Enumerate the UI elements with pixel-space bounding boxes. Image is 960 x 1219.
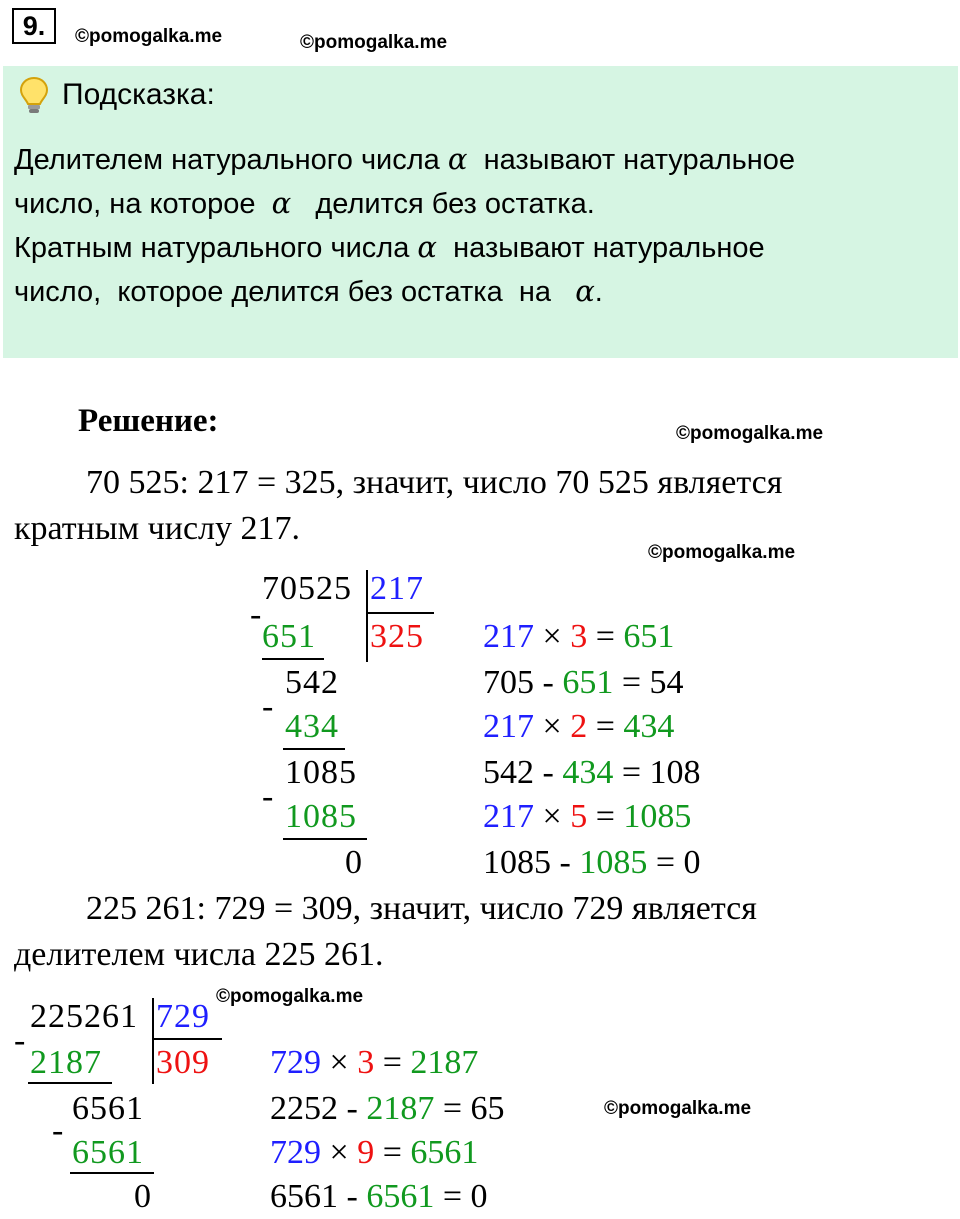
watermark: ©pomogalka.me [676, 423, 824, 444]
minus-sign: - [14, 1022, 27, 1059]
minus-sign: - [262, 688, 275, 725]
solution-title: Решение: [78, 403, 219, 439]
step-remainder: 0 [134, 1178, 152, 1215]
step-underline [283, 838, 367, 840]
hint-line: число, на которое 𝛼 делится без остатка. [14, 186, 595, 220]
check-line: 729 × 9 = 6561 [270, 1134, 479, 1171]
hint-line: число, которое делится без остатка на 𝛼. [14, 274, 603, 308]
step-remainder: 0 [345, 844, 363, 881]
check-line: 1085 - 1085 = 0 [483, 844, 701, 881]
check-line: 217 × 5 = 1085 [483, 798, 692, 835]
dividend-1: 70525 [262, 570, 352, 607]
step-subtrahend: 2187 [30, 1044, 102, 1081]
watermark: ©pomogalka.me [75, 26, 223, 47]
step-subtrahend: 1085 [285, 798, 357, 835]
quotient-line [368, 612, 434, 614]
divisor-2: 729 [156, 998, 210, 1035]
watermark: ©pomogalka.me [604, 1098, 752, 1119]
dividend-2: 225261 [30, 998, 138, 1035]
step-remainder: 1085 [285, 754, 357, 791]
check-line: 217 × 2 = 434 [483, 708, 675, 745]
check-line: 2252 - 2187 = 65 [270, 1090, 505, 1127]
check-line: 217 × 3 = 651 [483, 618, 675, 655]
hint-title: Подсказка: [62, 78, 215, 111]
quotient-line [154, 1038, 222, 1040]
step-subtrahend: 434 [285, 708, 339, 745]
hint-line: Делителем натурального числа 𝛼 называют натуральное [14, 142, 796, 176]
quotient-2: 309 [156, 1044, 210, 1081]
watermark: ©pomogalka.me [216, 986, 364, 1007]
check-line: 542 - 434 = 108 [483, 754, 701, 791]
step-remainder: 6561 [72, 1090, 144, 1127]
check-line: 705 - 651 = 54 [483, 664, 684, 701]
step-underline [28, 1082, 112, 1084]
solution-paragraph-2-line-1: 225 261: 729 = 309, значит, число 729 является [86, 890, 757, 927]
step-subtrahend: 6561 [72, 1134, 144, 1171]
hint-line: Кратным натурального числа 𝛼 называют натуральное [14, 230, 765, 264]
division-bar [366, 570, 368, 662]
check-line: 729 × 3 = 2187 [270, 1044, 479, 1081]
step-subtrahend: 651 [262, 618, 316, 655]
minus-sign: - [52, 1112, 65, 1149]
solution-paragraph-2-line-2: делителем числа 225 261. [14, 936, 384, 973]
minus-sign: - [250, 596, 263, 633]
divisor-1: 217 [370, 570, 424, 607]
step-underline [283, 748, 345, 750]
watermark: ©pomogalka.me [648, 542, 796, 563]
solution-paragraph-1-line-1: 70 525: 217 = 325, значит, число 70 525 является [86, 464, 783, 501]
step-remainder: 542 [285, 664, 339, 701]
step-underline [70, 1172, 154, 1174]
solution-paragraph-1-line-2: кратным числу 217. [14, 510, 300, 547]
quotient-1: 325 [370, 618, 424, 655]
step-underline [262, 658, 324, 660]
check-line: 6561 - 6561 = 0 [270, 1178, 488, 1215]
watermark: ©pomogalka.me [300, 32, 448, 53]
division-bar [152, 998, 154, 1084]
minus-sign: - [262, 778, 275, 815]
lightbulb-icon [18, 76, 50, 116]
task-number: 9. [12, 8, 56, 44]
